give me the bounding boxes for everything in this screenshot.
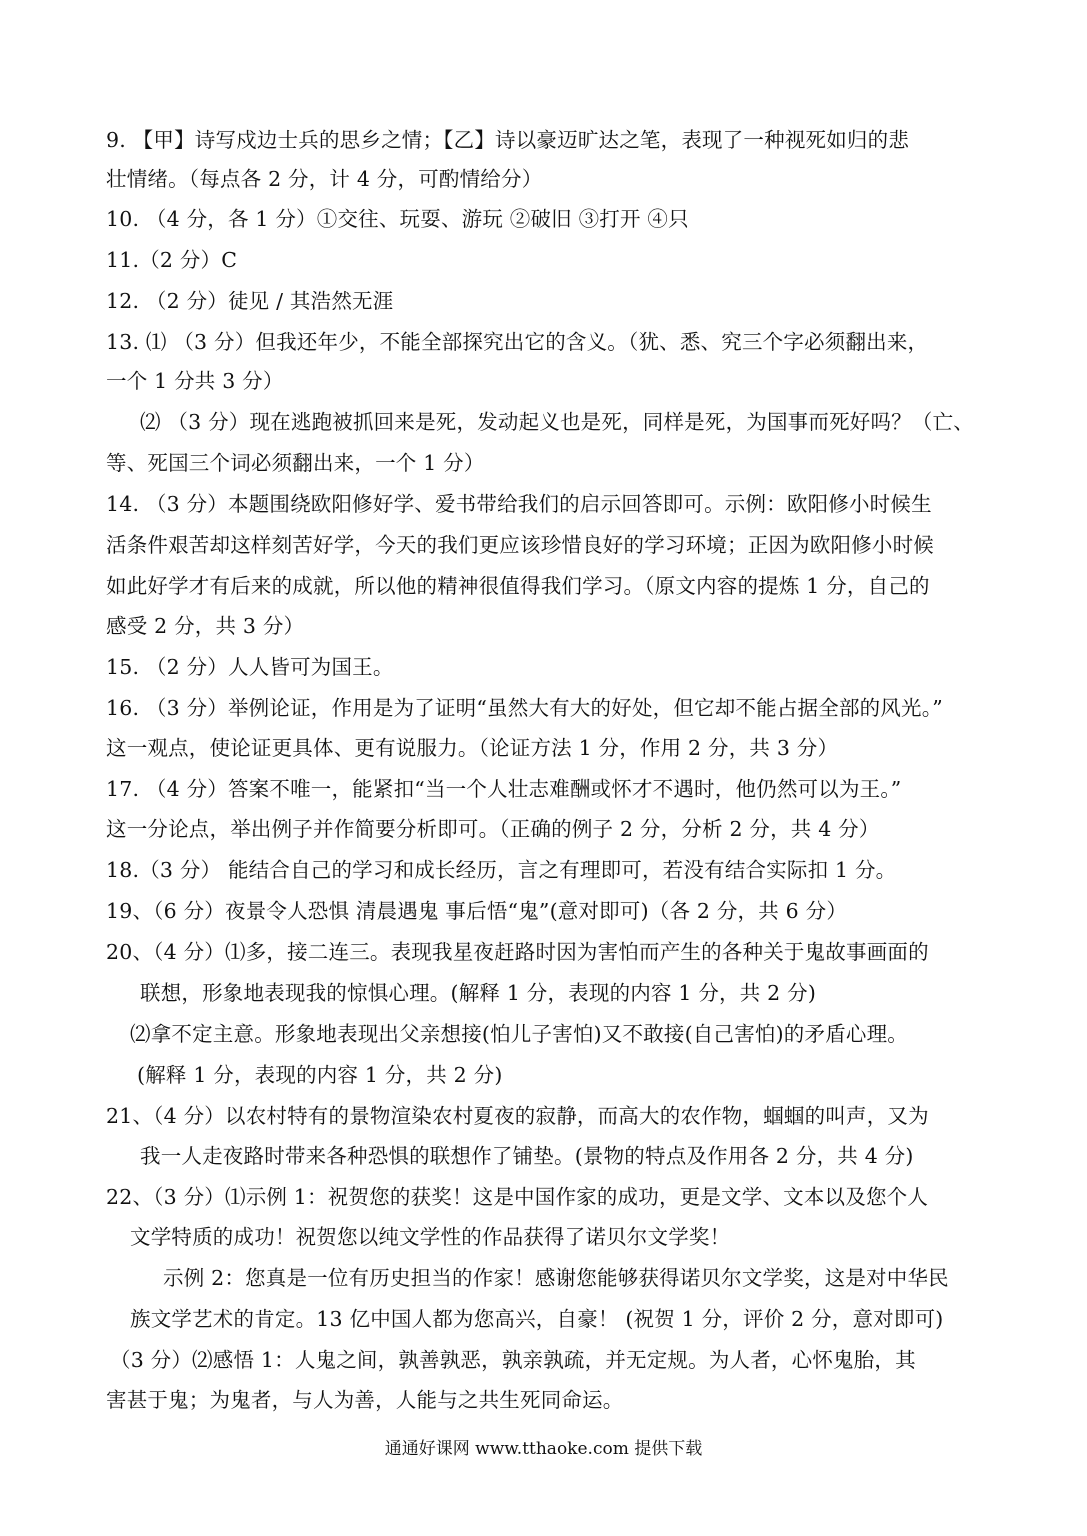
answer-21-line-1: 21、（4 分）以农村特有的景物渲染农村夏夜的寂静，而高大的农作物，蝈蝈的叫声，又为 <box>106 1104 929 1128</box>
answer-14-line-2: 活条件艰苦却这样刻苦好学，今天的我们更应该珍惜良好的学习环境；正因为欧阳修小时候 <box>106 533 934 557</box>
answer-10: 10. （4 分，各 1 分）①交往、玩耍、游玩 ②破旧 ③打开 ④只 <box>106 207 689 231</box>
answer-20-1-line-1: 20、（4 分）⑴多，接二连三。表现我星夜赶路时因为害怕而产生的各种关于鬼故事画面的 <box>106 940 929 964</box>
page-footer: 通通好课网 www.tthaoke.com 提供下载 <box>384 1439 703 1459</box>
answer-9-line-2: 壮情绪。（每点各 2 分，计 4 分，可酌情给分） <box>106 167 543 191</box>
answer-15: 15. （2 分）人人皆可为国王。 <box>106 655 394 679</box>
answer-20-2-line-2: (解释 1 分，表现的内容 1 分，共 2 分) <box>137 1063 503 1087</box>
answer-9-line-1: 9. 【甲】诗写戍边士兵的思乡之情；【乙】诗以豪迈旷达之笔，表现了一种视死如归的悲 <box>106 128 910 152</box>
answer-18: 18.（3 分） 能结合自己的学习和成长经历，言之有理即可，若没有结合实际扣 1 分。 <box>106 858 897 882</box>
answer-13-1-line-1: 13. ⑴ （3 分）但我还年少，不能全部探究出它的含义。（犹、悉、究三个字必须翻出来， <box>106 330 929 354</box>
answer-22-2-line-1: （3 分）⑵感悟 1：人鬼之间，孰善孰恶，孰亲孰疏，并无定规。为人者，心怀鬼胎，其 <box>110 1348 916 1372</box>
answer-21-line-2: 我一人走夜路时带来各种恐惧的联想作了铺垫。(景物的特点及作用各 2 分，共 4 分) <box>140 1144 914 1168</box>
answer-20-2-line-1: ⑵拿不定主意。形象地表现出父亲想接(怕儿子害怕)又不敢接(自己害怕)的矛盾心理。 <box>130 1022 908 1046</box>
answer-22-example-2-line-1: 示例 2：您真是一位有历史担当的作家！感谢您能够获得诺贝尔文学奖，这是对中华民 <box>163 1266 949 1290</box>
answer-22-example-2-line-2: 族文学艺术的肯定。13 亿中国人都为您高兴，自豪！ (祝贺 1 分，评价 2 分，意对即可) <box>130 1307 944 1331</box>
answer-19: 19、（6 分）夜景令人恐惧 清晨遇鬼 事后悟“鬼”(意对即可)（各 2 分，共 6 分） <box>106 899 848 923</box>
answer-14-line-4: 感受 2 分，共 3 分） <box>106 614 305 638</box>
answer-22-1-line-1: 22、（3 分）⑴示例 1：祝贺您的获奖！这是中国作家的成功，更是文学、文本以及您个人 <box>106 1185 929 1209</box>
answer-17-line-2: 这一分论点，举出例子并作简要分析即可。（正确的例子 2 分，分析 2 分，共 4 分） <box>106 817 880 841</box>
answer-16-line-1: 16. （3 分）举例论证，作用是为了证明“虽然大有大的好处，但它却不能占据全部的风光。” <box>106 696 943 720</box>
answer-17-line-1: 17. （4 分）答案不唯一，能紧扣“当一个人壮志难酬或怀才不遇时，他仍然可以为王。” <box>106 777 902 801</box>
answer-16-line-2: 这一观点，使论证更具体、更有说服力。（论证方法 1 分，作用 2 分，共 3 分） <box>106 736 839 760</box>
answer-22-1-line-2: 文学特质的成功！祝贺您以纯文学性的作品获得了诺贝尔文学奖！ <box>130 1225 731 1249</box>
answer-13-2-line-1: ⑵ （3 分）现在逃跑被抓回来是死，发动起义也是死，同样是死，为国事而死好吗？（亡、 <box>140 410 974 434</box>
answer-12: 12. （2 分）徒见 / 其浩然无涯 <box>106 289 394 313</box>
answer-11: 11.（2 分）C <box>106 248 238 272</box>
answer-14-line-3: 如此好学才有后来的成就，所以他的精神很值得我们学习。（原文内容的提炼 1 分，自己的 <box>106 574 930 598</box>
answer-13-1-line-2: 一个 1 分共 3 分） <box>106 369 284 393</box>
answer-14-line-1: 14. （3 分）本题围绕欧阳修好学、爱书带给我们的启示回答即可。示例：欧阳修小时候生 <box>106 492 932 516</box>
answer-13-2-line-2: 等、死国三个词必须翻出来，一个 1 分） <box>106 451 485 475</box>
answer-22-2-line-2: 害甚于鬼；为鬼者，与人为善，人能与之共生死同命运。 <box>106 1388 624 1412</box>
answer-20-1-line-2: 联想，形象地表现我的惊惧心理。(解释 1 分，表现的内容 1 分，共 2 分) <box>140 981 817 1005</box>
